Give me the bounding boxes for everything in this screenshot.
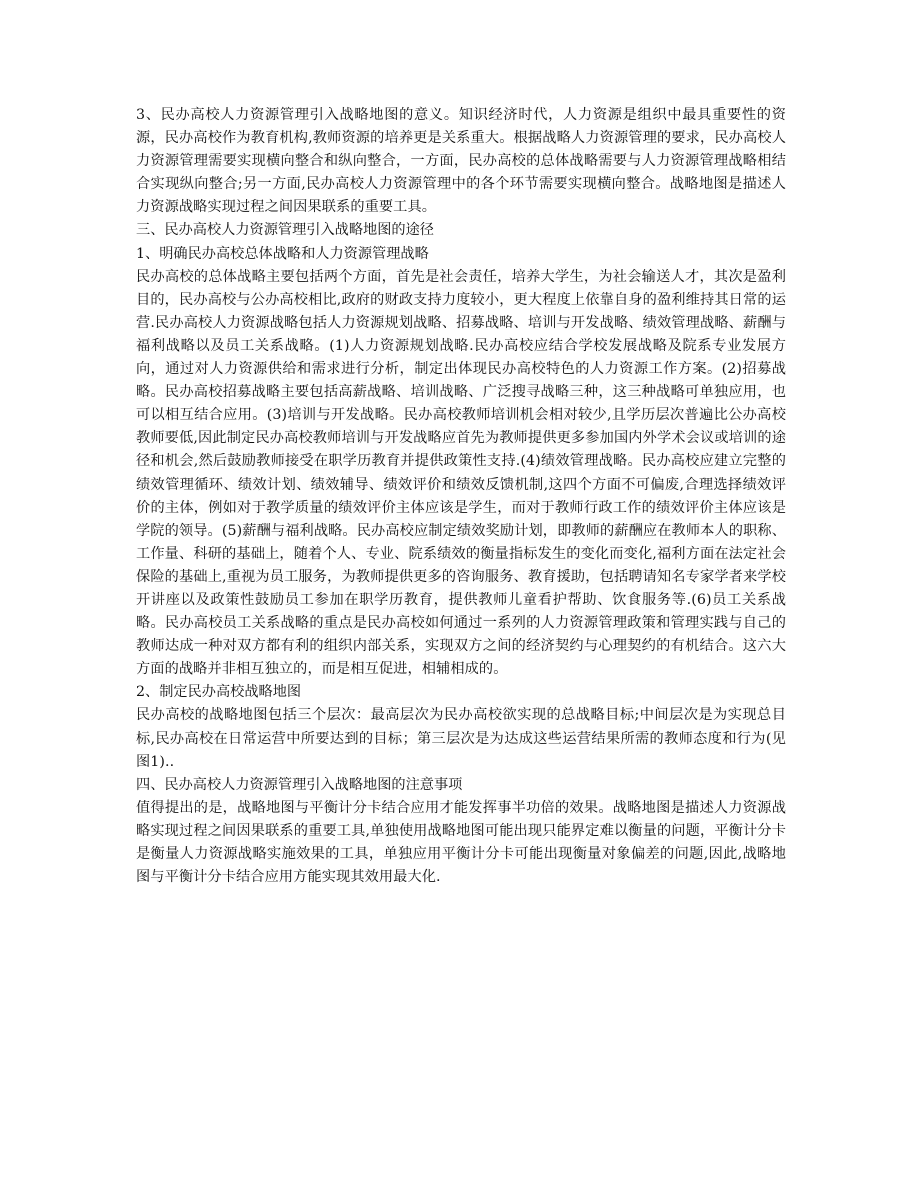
paragraph-overall-strategy: 民办高校的总体战略主要包括两个方面，首先是社会责任，培养大学生，为社会输送人才，其次是盈利目的，民办高校与公办高校相比,政府的财政支持力度较小，更大程度上依靠自身的盈利维持其日常的运营.民办高校人力资源战略包括人力资源规划战略、招募战略、培训与开发战略、绩效管理战略、薪酬与福利战略以及员工关系战略。(1)人力资源规划战略.民办高校应结合学校发展战略及院系专业发展方向，通过对人力资源供给和需求进行分析，制定出体现民办高校特色的人力资源工作方案。(2)招募战略。民办高校招募战略主要包括高薪战略、培训战略、广泛搜寻战略三种，这三种战略可单独应用，也可以相互结合应用。(3)培训与开发战略。民办高校教师培训机会相对较少,且学历层次普遍比公办高校教师要低,因此制定民办高校教师培训与开发战略应首先为教师提供更多参加国内外学术会议或培训的途径和机会,然后鼓励教师接受在职学历教育并提供政策性支持.(4)绩效管理战略。民办高校应建立完整的绩效管理循环、绩效计划、绩效辅导、绩效评价和绩效反馈机制,这四个方面不可偏废,合理选择绩效评价的主体，例如对于教学质量的绩效评价主体应该是学生，而对于教师行政工作的绩效评价主体应该是学院的领导。(5)薪酬与福利战略。民办高校应制定绩效奖励计划，即教师的薪酬应在教师本人的职称、工作量、科研的基础上，随着个人、专业、院系绩效的衡量指标发生的变化而变化,福利方面在法定社会保险的基础上,重视为员工服务，为教师提供更多的咨询服务、教育援助，包括聘请知名专家学者来学校开讲座以及政策性鼓励员工参加在职学历教育，提供教师儿童看护帮助、饮食服务等.(6)员工关系战略。民办高校员工关系战略的重点是民办高校如何通过一系列的人力资源管理政策和管理实践与自己的教师达成一种对双方都有利的组织内部关系，实现双方之间的经济契约与心理契约的有机结合。这六大方面的战略并非相互独立的，而是相互促进，相辅相成的。 xyxy=(136,268,786,678)
document-body xyxy=(136,104,786,889)
section-heading-approach: 三、民办高校人力资源管理引入战略地图的途径 xyxy=(136,222,434,239)
paragraph-balanced-scorecard: 值得提出的是，战略地图与平衡计分卡结合应用才能发挥事半功倍的效果。战略地图是描述人力资源战略实现过程之间因果联系的重要工具,单独使用战略地图可能出现只能界定难以衡量的问题，平衡计分卡是衡量人力资源战略实施效果的工具，单独应用平衡计分卡可能出现衡量对象偏差的问题,因此,战略地图与平衡计分卡结合应用方能实现其效用最大化. xyxy=(136,799,786,886)
paragraph-significance: 3、民办高校人力资源管理引入战略地图的意义。知识经济时代，人力资源是组织中最具重要性的资源，民办高校作为教育机构,教师资源的培养更是关系重大。根据战略人力资源管理的要求，民办高校人力资源管理需要实现横向整合和纵向整合，一方面，民办高校的总体战略需要与人力资源管理战略相结合实现纵向整合;另一方面,民办高校人力资源管理中的各个环节需要实现横向整合。战略地图是描述人力资源战略实现过程之间因果联系的重要工具。 xyxy=(136,107,786,216)
subheading-clarify-strategy: 1、明确民办高校总体战略和人力资源管理战略 xyxy=(136,245,429,262)
subheading-strategy-map: 2、制定民办高校战略地图 xyxy=(136,684,302,701)
section-heading-precautions: 四、民办高校人力资源管理引入战略地图的注意事项 xyxy=(136,776,463,793)
paragraph-strategy-map-levels: 民办高校的战略地图包括三个层次：最高层次为民办高校欲实现的总战略目标;中间层次是为实现总目标,民办高校在日常运营中所要达到的目标；第三层次是为达成这些运营结果所需的教师态度和行为(见图1).. xyxy=(136,707,786,770)
